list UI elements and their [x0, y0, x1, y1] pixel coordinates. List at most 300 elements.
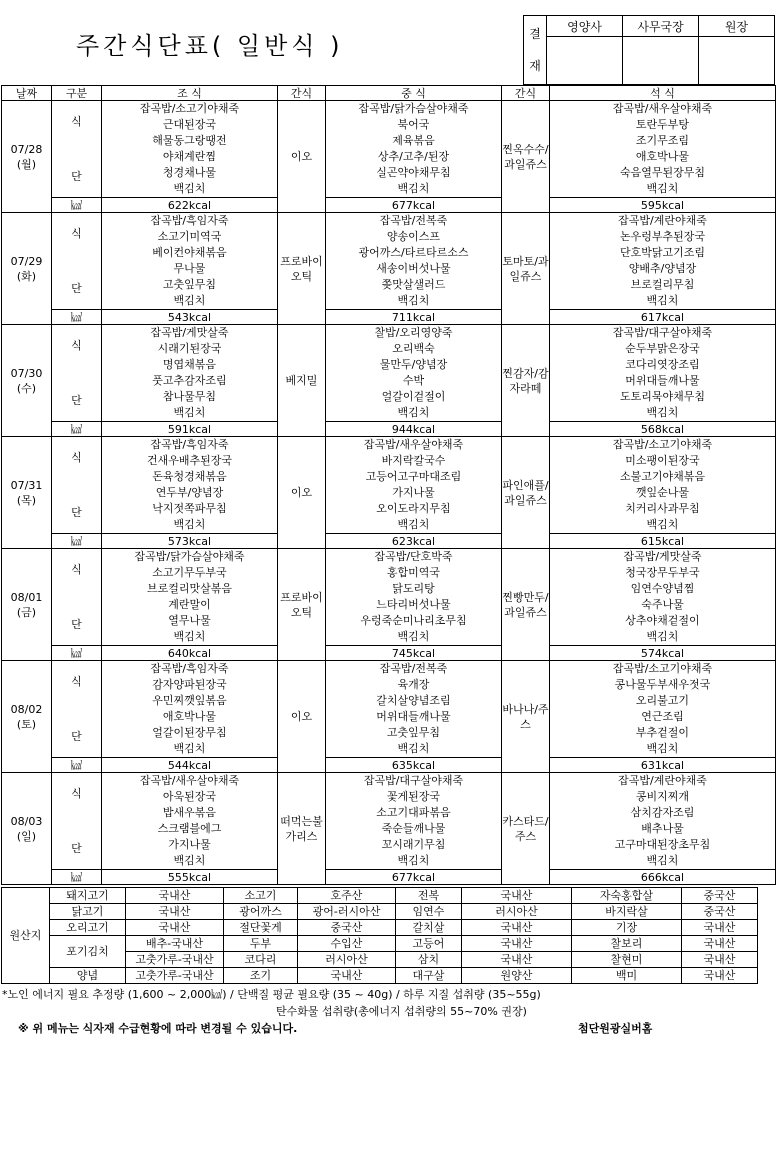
- dinner-menu: [550, 549, 776, 646]
- breakfast-item: 백김치: [173, 854, 206, 867]
- lunch-item: 물만두/양념장: [379, 358, 448, 371]
- origin-label: 원산지: [2, 888, 50, 984]
- lunch-item: 양송이스프: [386, 230, 441, 243]
- day-row: [2, 549, 776, 646]
- dinner-item: 단호박닭고기조림: [619, 246, 705, 259]
- day-weekday: (수): [16, 381, 37, 395]
- dinner-menu: [550, 101, 776, 198]
- origin-cell: 국내산: [682, 968, 758, 984]
- meal-type-cell: [52, 773, 102, 870]
- day-row: [2, 661, 776, 758]
- breakfast-item: 백김치: [173, 406, 206, 419]
- breakfast-item: 참나물무침: [162, 390, 217, 403]
- day-date-cell: [2, 325, 52, 437]
- lunch-item: 잡곡밥/전복죽: [379, 662, 448, 675]
- day-row: [2, 773, 776, 870]
- snack2-item: 카스타드/주스: [502, 773, 550, 885]
- breakfast-item: 시래기된장국: [157, 342, 222, 355]
- dinner-item: 잡곡밥/새우살야채죽: [612, 102, 713, 115]
- dinner-item: 잡곡밥/게맛살죽: [623, 550, 702, 563]
- dinner-item: 코다리엿장조림: [625, 358, 700, 371]
- meal-type-top: 식: [71, 115, 82, 128]
- breakfast-menu: [102, 101, 278, 198]
- dinner-item: 애호박나물: [635, 150, 690, 163]
- meal-type-cell: [52, 101, 102, 198]
- origin-cell: 중국산: [682, 904, 758, 920]
- origin-cell: 찰보리: [572, 936, 682, 952]
- spacer: [52, 801, 101, 841]
- approval-label-bottom: 재: [529, 59, 541, 73]
- header-snack1: 간식: [278, 86, 326, 101]
- lunch-item: 꼬시래기무침: [381, 838, 446, 851]
- origin-cell: 삼치: [396, 952, 462, 968]
- lunch-item: 백김치: [397, 742, 430, 755]
- origin-cell: 국내산: [682, 936, 758, 952]
- meal-type-top: 식: [71, 451, 82, 464]
- breakfast-menu: [102, 549, 278, 646]
- dinner-item: 백김치: [646, 742, 679, 755]
- origin-cell: 러시아산: [462, 904, 572, 920]
- breakfast-item: 베이컨야채볶음: [152, 246, 227, 259]
- origin-table: [1, 887, 758, 984]
- lunch-kcal: 623kcal: [326, 534, 502, 549]
- header-lunch: 중 식: [326, 86, 502, 101]
- dinner-item: 백김치: [646, 630, 679, 643]
- lunch-menu: [326, 101, 502, 198]
- dinner-item: 백김치: [646, 182, 679, 195]
- breakfast-item: 연두부/양념장: [155, 486, 224, 499]
- kcal-row: [2, 870, 776, 885]
- breakfast-item: 브로컬리맛살볶음: [146, 582, 232, 595]
- breakfast-kcal: 543kcal: [102, 310, 278, 325]
- dinner-item: 논우렁부추된장국: [619, 230, 705, 243]
- day-date: 07/29: [10, 254, 43, 268]
- breakfast-item: 백김치: [173, 294, 206, 307]
- spacer: [52, 353, 101, 393]
- lunch-item: 백김치: [397, 854, 430, 867]
- lunch-item: 잡곡밥/닭가슴살야채죽: [358, 102, 469, 115]
- breakfast-item: 잡곡밥/새우살야채죽: [139, 774, 240, 787]
- dinner-item: 깻잎순나물: [635, 486, 690, 499]
- breakfast-item: 백김치: [173, 630, 206, 643]
- lunch-menu: [326, 661, 502, 758]
- snack1-item: 이오: [278, 661, 326, 773]
- approval-label: [524, 16, 547, 85]
- lunch-item: 수박: [402, 374, 425, 387]
- dinner-item: 연근조림: [641, 710, 684, 723]
- day-date: 07/28: [10, 142, 43, 156]
- breakfast-item: 아욱된장국: [162, 790, 217, 803]
- breakfast-item: 계란말이: [168, 598, 211, 611]
- breakfast-kcal: 591kcal: [102, 422, 278, 437]
- header-breakfast: 조 식: [102, 86, 278, 101]
- origin-cell: 중국산: [682, 888, 758, 904]
- lunch-item: 꽃게된장국: [386, 790, 441, 803]
- meal-type-bottom: 단: [71, 842, 82, 855]
- kcal-row: [2, 422, 776, 437]
- snack2-item: 토마토/과일쥬스: [502, 213, 550, 325]
- day-weekday: (토): [16, 717, 37, 731]
- origin-cell: 전복: [396, 888, 462, 904]
- lunch-item: 갈치살양념조림: [376, 694, 451, 707]
- weekly-menu-table: [1, 85, 776, 885]
- day-weekday: (일): [16, 829, 37, 843]
- dinner-item: 숙주나물: [641, 598, 684, 611]
- origin-cell: 양념: [50, 968, 126, 984]
- lunch-item: 백김치: [397, 518, 430, 531]
- origin-cell: 두부: [224, 936, 298, 952]
- dinner-menu: [550, 325, 776, 422]
- origin-cell: 찰현미: [572, 952, 682, 968]
- lunch-item: 얼갈이겉절이: [381, 390, 446, 403]
- day-date: 07/31: [10, 478, 43, 492]
- breakfast-item: 감자양파된장국: [152, 678, 227, 691]
- lunch-item: 우렁죽순미나리초무침: [360, 614, 467, 627]
- origin-kimchi-label: 포기김치: [50, 936, 126, 968]
- lunch-item: 백김치: [397, 406, 430, 419]
- breakfast-item: 해물동그랑땡전: [152, 134, 227, 147]
- dinner-item: 배추나물: [641, 822, 684, 835]
- kcal-label: ㎉: [52, 534, 102, 549]
- lunch-item: 육개장: [397, 678, 430, 691]
- lunch-kcal: 745kcal: [326, 646, 502, 661]
- origin-cell: 배추-국내산: [126, 936, 224, 952]
- lunch-item: 오리백숙: [392, 342, 435, 355]
- day-weekday: (목): [16, 493, 37, 507]
- origin-cell: 국내산: [462, 952, 572, 968]
- dinner-item: 순두부맑은장국: [625, 342, 700, 355]
- day-row: [2, 437, 776, 534]
- lunch-menu: [326, 773, 502, 870]
- kcal-row: [2, 758, 776, 773]
- dinner-item: 백김치: [646, 518, 679, 531]
- day-date: 08/01: [10, 590, 43, 604]
- lunch-item: 고등어고구마대조림: [365, 470, 462, 483]
- kcal-label: ㎉: [52, 310, 102, 325]
- header-date: 날짜: [2, 86, 52, 101]
- snack2-item: 찐옥수수/과일쥬스: [502, 101, 550, 213]
- origin-cell: 국내산: [682, 952, 758, 968]
- meal-type-cell: [52, 213, 102, 310]
- dinner-item: 도토리묵야채무침: [619, 390, 705, 403]
- dinner-item: 백김치: [646, 294, 679, 307]
- spacer: [52, 577, 101, 617]
- dinner-item: 오리불고기: [635, 694, 690, 707]
- origin-cell: 바지락살: [572, 904, 682, 920]
- dinner-item: 잡곡밥/소고기야채죽: [612, 438, 713, 451]
- lunch-item: 북어국: [397, 118, 430, 131]
- breakfast-kcal: 640kcal: [102, 646, 278, 661]
- origin-cell: 국내산: [126, 904, 224, 920]
- origin-cell: 국내산: [682, 920, 758, 936]
- breakfast-menu: [102, 325, 278, 422]
- dinner-kcal: 631kcal: [550, 758, 776, 773]
- snack2-item: 찐빵만두/과일쥬스: [502, 549, 550, 661]
- dinner-item: 고구마대된장초무침: [614, 838, 711, 851]
- breakfast-item: 소고기무두부국: [152, 566, 227, 579]
- lunch-kcal: 944kcal: [326, 422, 502, 437]
- dinner-item: 양배추/양념장: [628, 262, 697, 275]
- origin-cell: 대구살: [396, 968, 462, 984]
- approval-sign-dietitian[interactable]: [547, 37, 623, 85]
- lunch-item: 백김치: [397, 182, 430, 195]
- kcal-label: ㎉: [52, 758, 102, 773]
- breakfast-item: 잡곡밥/소고기야채죽: [139, 102, 240, 115]
- breakfast-item: 풋고추감자조림: [152, 374, 227, 387]
- meal-type-top: 식: [71, 227, 82, 240]
- lunch-item: 잡곡밥/전복죽: [379, 214, 448, 227]
- lunch-menu: [326, 437, 502, 534]
- snack2-item: 바나나/주스: [502, 661, 550, 773]
- breakfast-item: 가지나물: [168, 838, 211, 851]
- header-dinner: 석 식: [550, 86, 776, 101]
- breakfast-item: 백김치: [173, 742, 206, 755]
- dinner-item: 브로컬리무침: [630, 278, 695, 291]
- lunch-menu: [326, 325, 502, 422]
- origin-cell: 러시아산: [298, 952, 396, 968]
- breakfast-item: 우민찌깻잎볶음: [152, 694, 227, 707]
- lunch-item: 제육볶음: [392, 134, 435, 147]
- kcal-row: [2, 310, 776, 325]
- dinner-item: 토란두부탕: [635, 118, 690, 131]
- breakfast-item: 건새우배추된장국: [146, 454, 232, 467]
- lunch-item: 새송이버섯나물: [376, 262, 451, 275]
- kcal-label: ㎉: [52, 870, 102, 885]
- dinner-item: 잡곡밥/소고기야채죽: [612, 662, 713, 675]
- lunch-item: 가지나물: [392, 486, 435, 499]
- lunch-item: 잡곡밥/단호박죽: [374, 550, 453, 563]
- origin-cell: 광어-러시아산: [298, 904, 396, 920]
- origin-cell: 조기: [224, 968, 298, 984]
- dinner-item: 임연수양념찜: [630, 582, 695, 595]
- dinner-item: 조기무조림: [635, 134, 690, 147]
- breakfast-menu: [102, 773, 278, 870]
- day-row: [2, 213, 776, 310]
- dinner-item: 삼치감자조림: [630, 806, 695, 819]
- lunch-kcal: 677kcal: [326, 198, 502, 213]
- lunch-item: 상추/고추/된장: [377, 150, 450, 163]
- breakfast-item: 애호박나물: [162, 710, 217, 723]
- meal-type-bottom: 단: [71, 618, 82, 631]
- day-date-cell: [2, 101, 52, 213]
- origin-cell: 기장: [572, 920, 682, 936]
- kcal-row: [2, 646, 776, 661]
- meal-type-top: 식: [71, 675, 82, 688]
- meal-type-cell: [52, 549, 102, 646]
- page-title: 주간식단표( 일반식 ): [76, 32, 344, 60]
- day-date: 08/02: [10, 702, 43, 716]
- breakfast-item: 낙지젓쪽파무침: [152, 502, 227, 515]
- origin-cell: 국내산: [298, 968, 396, 984]
- dinner-kcal: 568kcal: [550, 422, 776, 437]
- breakfast-item: 청경채나물: [162, 166, 217, 179]
- lunch-item: 고춧잎무침: [386, 726, 441, 739]
- origin-cell: 오리고기: [50, 920, 126, 936]
- breakfast-kcal: 555kcal: [102, 870, 278, 885]
- lunch-item: 홍합미역국: [386, 566, 441, 579]
- day-weekday: (월): [16, 157, 37, 171]
- origin-cell: 국내산: [462, 920, 572, 936]
- dinner-menu: [550, 661, 776, 758]
- origin-cell: 국내산: [126, 888, 224, 904]
- day-weekday: (화): [16, 269, 37, 283]
- origin-cell: 자숙홍합살: [572, 888, 682, 904]
- day-row: [2, 101, 776, 198]
- header-snack2: 간식: [502, 86, 550, 101]
- origin-cell: 호주산: [298, 888, 396, 904]
- origin-cell: 닭고기: [50, 904, 126, 920]
- day-date-cell: [2, 773, 52, 885]
- dinner-kcal: 574kcal: [550, 646, 776, 661]
- lunch-item: 실곤약야채무침: [376, 166, 451, 179]
- dinner-menu: [550, 773, 776, 870]
- lunch-menu: [326, 213, 502, 310]
- day-date-cell: [2, 213, 52, 325]
- origin-cell: 갈치살: [396, 920, 462, 936]
- origin-cell: 코다리: [224, 952, 298, 968]
- dinner-kcal: 666kcal: [550, 870, 776, 885]
- breakfast-item: 야채계란찜: [162, 150, 217, 163]
- breakfast-item: 근대된장국: [162, 118, 217, 131]
- lunch-item: 백김치: [397, 630, 430, 643]
- kcal-label: ㎉: [52, 646, 102, 661]
- organization-name: 첨단원광실버홈: [578, 1022, 653, 1035]
- dinner-item: 백김치: [646, 854, 679, 867]
- carbohydrate-note: 탄수화물 섭취량(총에너지 섭취량의 55~70% 권장): [276, 1005, 527, 1018]
- lunch-item: 찰밥/오리영양죽: [374, 326, 453, 339]
- origin-cell: 광어까스: [224, 904, 298, 920]
- breakfast-kcal: 544kcal: [102, 758, 278, 773]
- dinner-item: 잡곡밥/계란야채죽: [618, 774, 707, 787]
- breakfast-item: 소고기미역국: [157, 230, 222, 243]
- breakfast-item: 잡곡밥/닭가슴살야채죽: [134, 550, 245, 563]
- origin-cell: 국내산: [126, 920, 224, 936]
- origin-cell: 고춧가루-국내산: [126, 968, 224, 984]
- approval-sign-director[interactable]: [699, 37, 775, 85]
- origin-cell: 임연수: [396, 904, 462, 920]
- snack1-item: 베지밀: [278, 325, 326, 437]
- breakfast-item: 백김치: [173, 518, 206, 531]
- nutrition-note: *노인 에너지 필요 추정량 (1,600 ~ 2,000㎉) / 단백질 평균 필요량 (35 ~ 40g) / 하루 지질 섭취량 (35~55g): [2, 988, 541, 1001]
- snack2-item: 파인애플/과일쥬스: [502, 437, 550, 549]
- lunch-item: 머위대들깨나물: [376, 710, 451, 723]
- day-date: 07/30: [10, 366, 43, 380]
- day-date-cell: [2, 661, 52, 773]
- approval-sign-manager[interactable]: [623, 37, 699, 85]
- breakfast-menu: [102, 437, 278, 534]
- dinner-menu: [550, 437, 776, 534]
- breakfast-kcal: 573kcal: [102, 534, 278, 549]
- breakfast-item: 얼갈이된장무침: [152, 726, 227, 739]
- origin-cell: 국내산: [462, 888, 572, 904]
- lunch-item: 느타리버섯나물: [376, 598, 451, 611]
- snack1-item: 프로바이오틱: [278, 213, 326, 325]
- dinner-kcal: 595kcal: [550, 198, 776, 213]
- breakfast-kcal: 622kcal: [102, 198, 278, 213]
- lunch-item: 쫒맛살샐러드: [381, 278, 446, 291]
- breakfast-item: 고춧잎무침: [162, 278, 217, 291]
- spacer: [52, 241, 101, 281]
- origin-cell: 절단꽃게: [224, 920, 298, 936]
- meal-type-bottom: 단: [71, 506, 82, 519]
- breakfast-item: 스크램블에그: [157, 822, 222, 835]
- snack2-item: 찐감자/감자라떼: [502, 325, 550, 437]
- lunch-item: 잡곡밥/새우살야채죽: [363, 438, 464, 451]
- origin-cell: 중국산: [298, 920, 396, 936]
- spacer: [52, 689, 101, 729]
- meal-type-cell: [52, 661, 102, 758]
- breakfast-item: 열무나물: [168, 614, 211, 627]
- origin-cell: 고춧가루-국내산: [126, 952, 224, 968]
- breakfast-item: 명엽채볶음: [162, 358, 217, 371]
- snack1-item: 이오: [278, 437, 326, 549]
- dinner-menu: [550, 213, 776, 310]
- lunch-item: 닭도리탕: [392, 582, 435, 595]
- approval-role-director: 원장: [699, 16, 775, 37]
- dinner-item: 잡곡밥/대구살야채죽: [612, 326, 713, 339]
- meal-type-cell: [52, 325, 102, 422]
- dinner-item: 백김치: [646, 406, 679, 419]
- dinner-item: 미소팽이된장국: [625, 454, 700, 467]
- dinner-item: 청국장무두부국: [625, 566, 700, 579]
- breakfast-item: 잡곡밥/게맛살죽: [150, 326, 229, 339]
- meal-type-cell: [52, 437, 102, 534]
- breakfast-item: 잡곡밥/흑임자죽: [150, 214, 229, 227]
- kcal-label: ㎉: [52, 422, 102, 437]
- origin-cell: 수입산: [298, 936, 396, 952]
- breakfast-item: 돈육청경채볶음: [152, 470, 227, 483]
- snack1-item: 떠먹는불가리스: [278, 773, 326, 885]
- dinner-item: 치커리사과무침: [625, 502, 700, 515]
- meal-type-top: 식: [71, 563, 82, 576]
- approval-role-manager: 사무국장: [623, 16, 699, 37]
- dinner-item: 소불고기야채볶음: [619, 470, 705, 483]
- day-weekday: (금): [16, 605, 37, 619]
- kcal-label: ㎉: [52, 198, 102, 213]
- lunch-item: 죽순들깨나물: [381, 822, 446, 835]
- origin-cell: 국내산: [462, 936, 572, 952]
- kcal-row: [2, 198, 776, 213]
- dinner-item: 머위대들깨나물: [625, 374, 700, 387]
- dinner-item: 콩나물두부새우젓국: [614, 678, 711, 691]
- dinner-kcal: 615kcal: [550, 534, 776, 549]
- dinner-item: 숙음열무된장무침: [619, 166, 705, 179]
- meal-type-bottom: 단: [71, 730, 82, 743]
- breakfast-menu: [102, 213, 278, 310]
- meal-type-top: 식: [71, 787, 82, 800]
- lunch-item: 광어까스/타르타르소스: [358, 246, 469, 259]
- day-date: 08/03: [10, 814, 43, 828]
- approval-box: [523, 15, 775, 85]
- lunch-kcal: 711kcal: [326, 310, 502, 325]
- meal-type-bottom: 단: [71, 170, 82, 183]
- approval-role-dietitian: 영양사: [547, 16, 623, 37]
- header-category: 구분: [52, 86, 102, 101]
- day-date-cell: [2, 437, 52, 549]
- breakfast-item: 잡곡밥/흑임자죽: [150, 438, 229, 451]
- lunch-item: 소고기대파볶음: [376, 806, 451, 819]
- snack1-item: 프로바이오틱: [278, 549, 326, 661]
- origin-cell: 소고기: [224, 888, 298, 904]
- dinner-kcal: 617kcal: [550, 310, 776, 325]
- lunch-kcal: 635kcal: [326, 758, 502, 773]
- breakfast-item: 백김치: [173, 182, 206, 195]
- origin-cell: 고등어: [396, 936, 462, 952]
- breakfast-item: 무나물: [173, 262, 206, 275]
- lunch-kcal: 677kcal: [326, 870, 502, 885]
- dinner-item: 잡곡밥/계란야채죽: [618, 214, 707, 227]
- meal-type-bottom: 단: [71, 394, 82, 407]
